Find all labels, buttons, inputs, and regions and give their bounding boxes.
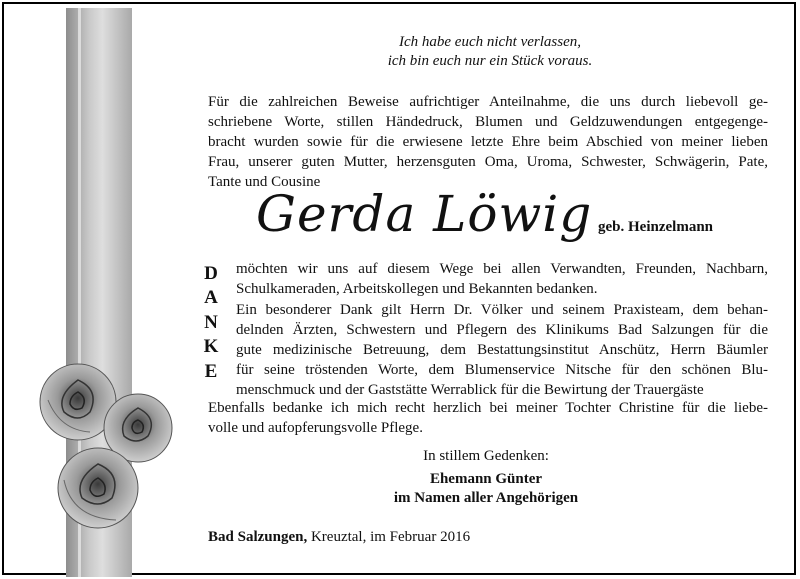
special-line: menschmuck und der Gaststätte Werrablick für die Bewirtung der Trauergäste [236,382,704,398]
special-line: delnden Ärzten, Schwestern und Pflegern des Klinikums Bad Salzungen für die [236,322,768,338]
place-city: Bad Salzungen, [208,529,308,545]
thanks-line: Schulkameraden, Arbeitskollegen und Bekannten bedanken. [236,281,598,297]
birth-name: geb. Heinzelmann [598,219,713,235]
danke-letter: E [204,360,218,382]
intro-line: bracht wurden sowie für die erwiesene letzte Ehre beim Abschied von meiner lieben [208,134,768,150]
special-line: gute medizinische Betreuung, dem Bestattungsinstitut Anschütz, Herrn Bäumler [236,342,768,358]
motto [340,33,640,71]
final-line: Ebenfalls bedanke ich mich recht herzlich bei meiner Tochter Christine für die liebe- [208,400,768,416]
signatories [336,470,636,508]
intro-line: schriebene Worte, stillen Händedruck, Blumen und Geldzuwendungen entgegenge- [208,114,768,130]
final-thanks-paragraph [208,398,768,438]
intro-line: Für die zahlreichen Beweise aufrichtiger Anteilnahme, die uns durch liebevoll ge- [208,94,768,110]
danke-vertical [200,262,222,384]
special-line: Ein besonderer Dank gilt Herrn Dr. Völker und seinem Praxisteam, dem behan- [236,302,768,318]
roses-illustration [20,360,180,535]
signatory-line: Ehemann Günter [429,471,543,487]
intro-paragraph [208,92,768,192]
danke-letter: N [204,311,218,333]
deceased-name: Gerda Löwig [256,185,593,243]
motto-line: Ich habe euch nicht verlassen, [398,34,582,50]
motto-line: ich bin euch nur ein Stück voraus. [387,53,593,69]
thanks-line: möchten wir uns auf diesem Wege bei allen Verwandten, Freunden, Nachbarn, [236,261,768,277]
place-rest: Kreuztal, im Februar 2016 [307,529,471,545]
special-line: für seine tröstenden Worte, dem Blumenservice Nitsche für den schönen Blu- [236,362,768,378]
signatory-line: im Namen aller Angehörigen [393,490,579,506]
danke-letter: A [204,287,218,309]
place-date [208,527,470,547]
thanks-paragraph [236,259,768,299]
intro-line: Frau, unserer guten Mutter, herzensguten Oma, Uroma, Schwester, Schwägerin, Pate, [208,154,768,170]
final-line: volle und aufopferungsvolle Pflege. [208,420,423,436]
gedenken-line: In stillem Gedenken: [423,448,549,464]
danke-letter: K [203,336,219,358]
danke-letter: D [204,263,218,284]
rose-bottom-icon [58,448,138,528]
special-thanks-paragraph [236,300,768,400]
intro-line: Tante und Cousine [208,174,321,190]
